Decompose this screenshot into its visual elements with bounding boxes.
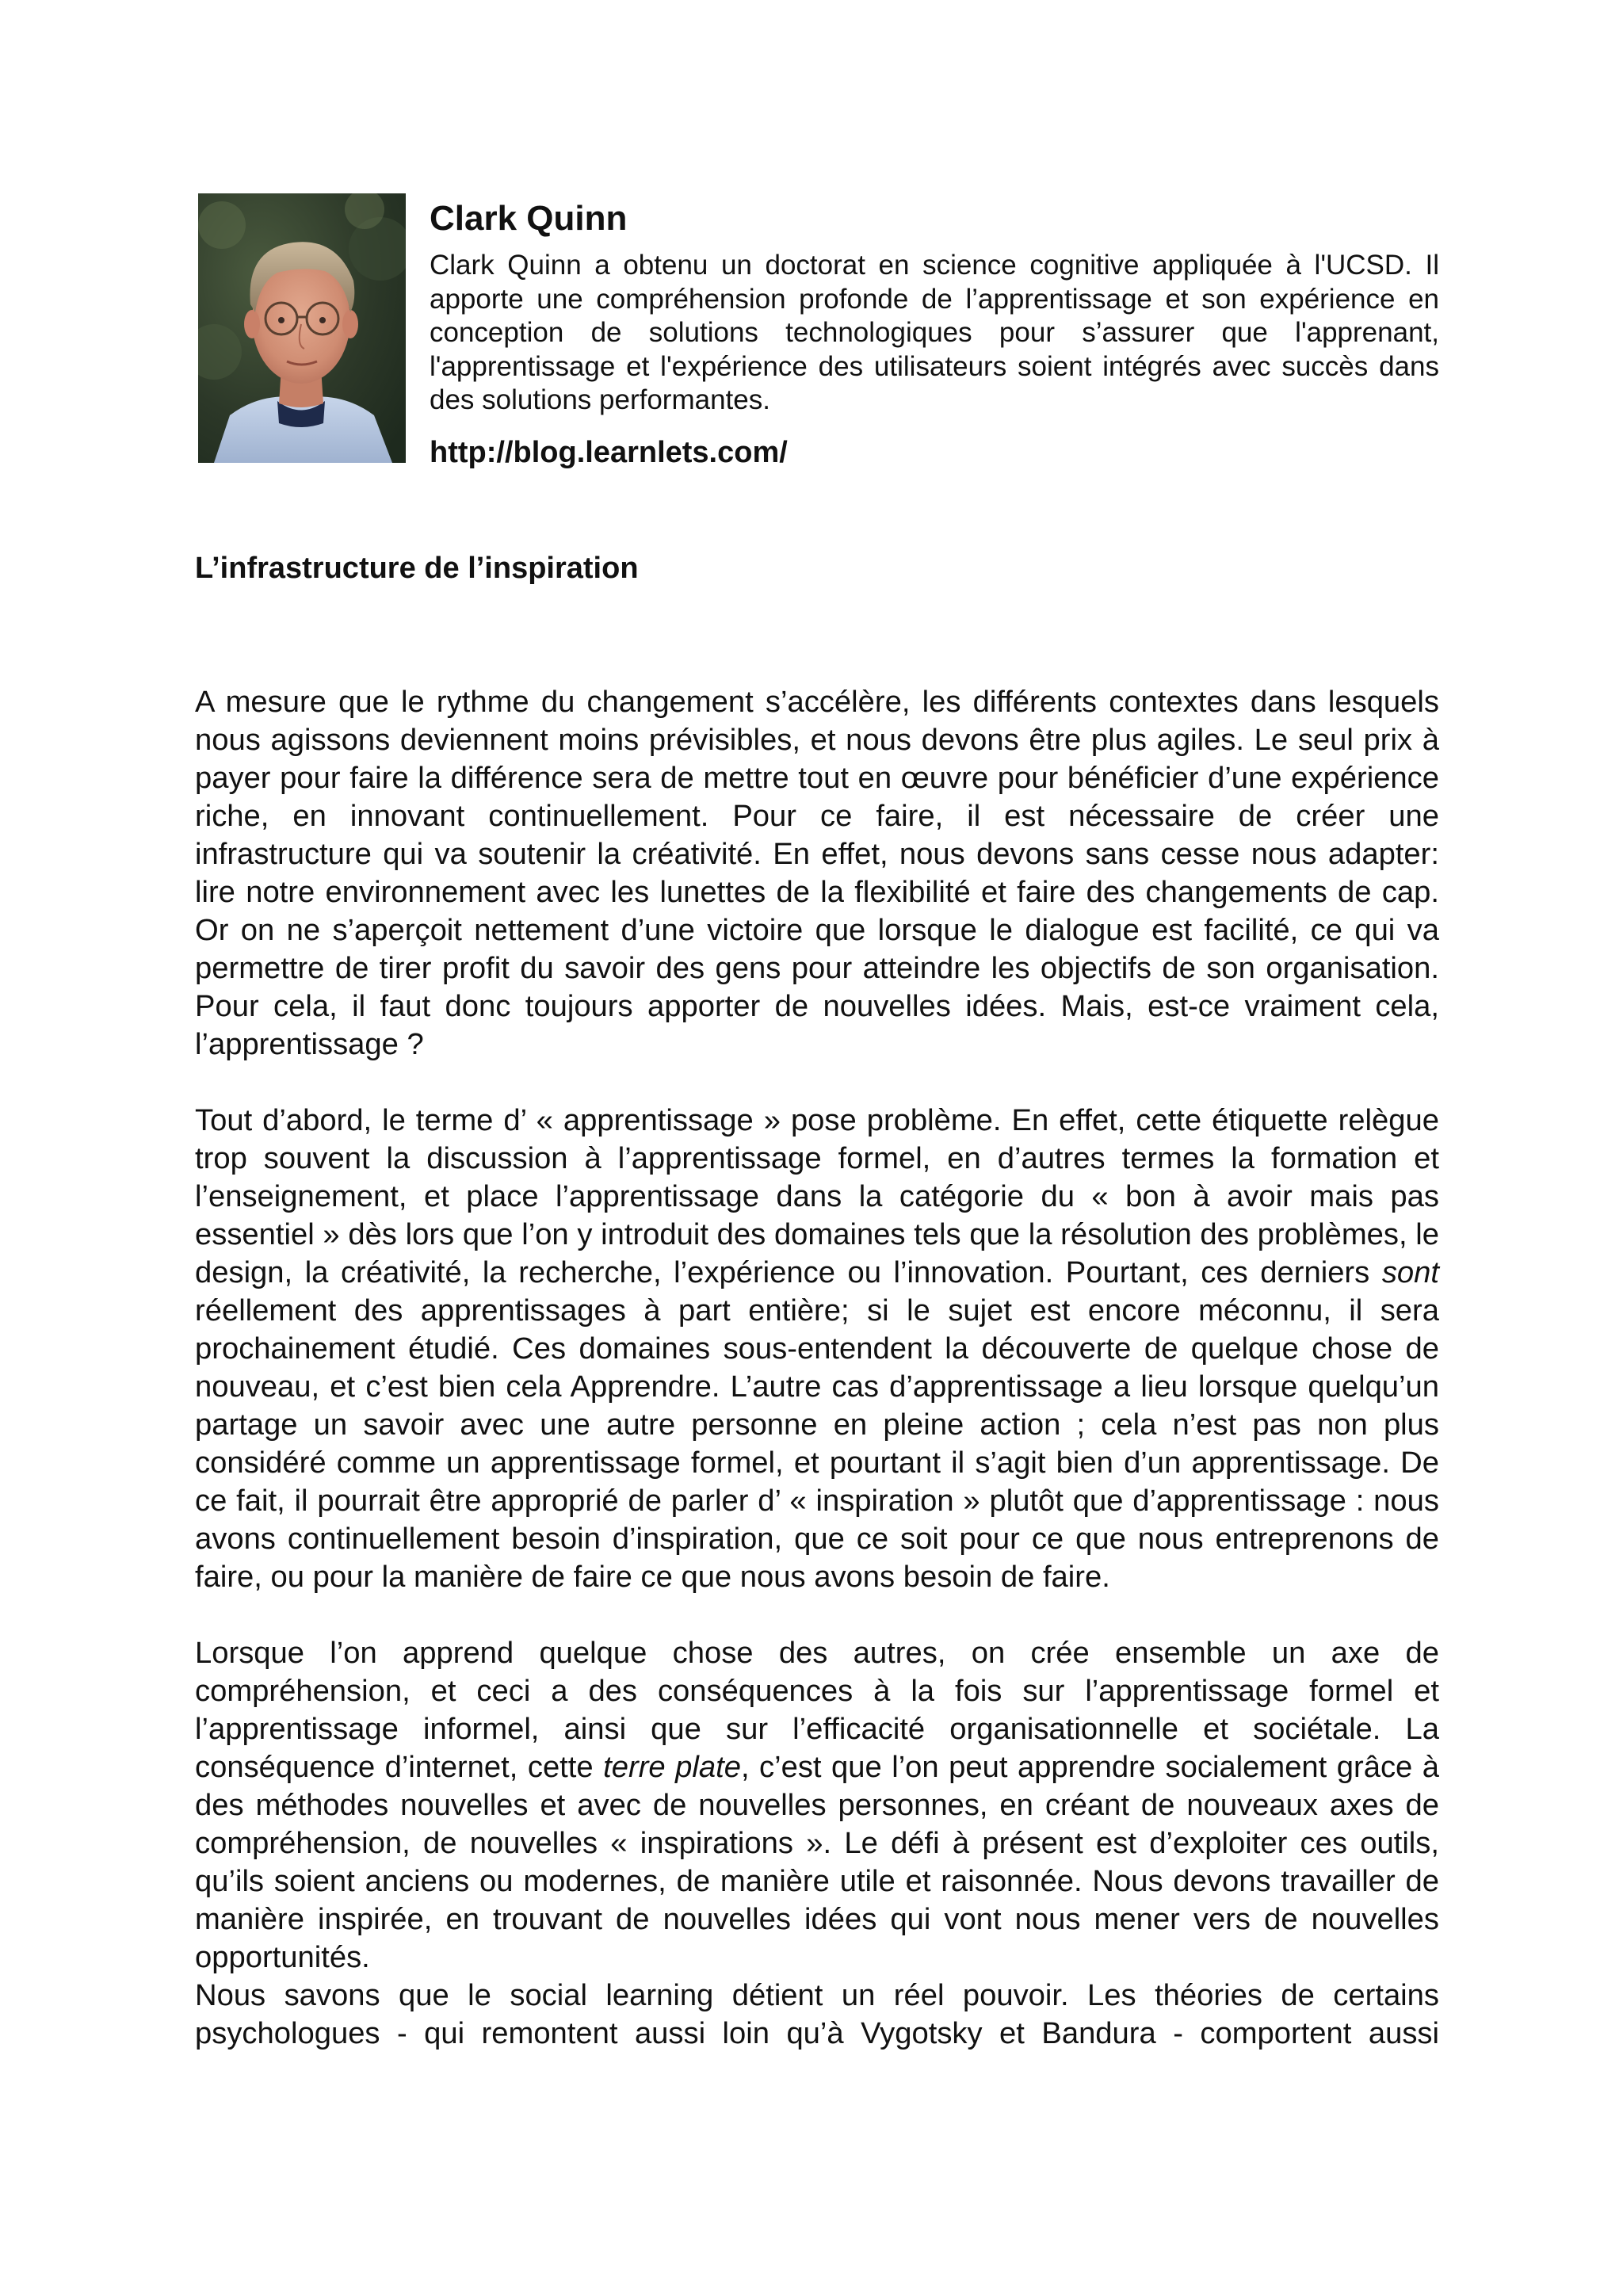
portrait-illustration	[198, 193, 406, 463]
paragraph-2	[195, 1102, 1439, 1596]
paragraph-3-part-b: , c’est que l’on peut apprendre socialement grâce à des méthodes nouvelles et avec de nouvelles personnes, en créant de nouveaux axes de compréhension, de nouvelles « inspirations ». Le défi à présent est d’exploiter ces outils, qu’ils soient anciens ou modernes, de manière utile et raisonnée. Nous devons travailler de manière inspirée, en trouvant de nouvelles idées qui vont nous mener vers de nouvelles opportunités.	[195, 1750, 1440, 1974]
author-name: Clark Quinn	[430, 199, 628, 238]
paragraph-2-part-a: Tout d’abord, le terme d’ « apprentissage » pose problème. En effet, cette étiquette relègue trop souvent la discussion à l’apprentissage formel, en d’autres termes la formation et l’enseignement, et place l’apprentissage dans la catégorie du « bon à avoir mais pas essentiel » dès lors que l’on y introduit des domaines tels que la résolution des problèmes, le design, la créativité, la recherche, l’expérience ou l’innovation. Pourtant, ces derniers	[195, 1103, 1439, 1289]
paragraph-4: Nous savons que le social learning détient un réel pouvoir. Les théories de certains psychologues - qui remontent aussi loin qu’à Vygotsky et Bandura - comportent aussi	[195, 1978, 1439, 2050]
author-bio	[430, 193, 1439, 470]
paragraph-2-emphasis: sont	[1381, 1255, 1439, 1289]
paragraph-3-emphasis: terre plate	[603, 1750, 741, 1784]
author-bio-text: Clark Quinn a obtenu un doctorat en science cognitive appliquée à l'UCSD. Il apporte une compréhension profonde de l’apprentissage et son expérience en conception de solutions technologiques pour s’assurer que l'apprenant, l'apprentissage et l'expérience des utilisateurs soient intégrés avec succès dans des solutions performantes.	[430, 250, 1439, 415]
paragraph-2-part-b: réellement des apprentissages à part entière; si le sujet est encore méconnu, il sera prochainement étudié. Ces domaines sous-entendent la découverte de quelque chose de nouveau, et c’est bien cela Apprendre. L’autre cas d’apprentissage a lieu lorsque quelqu’un partage un savoir avec une autre personne en pleine action ; cela n’est pas non plus considéré comme un apprentissage formel, et pourtant il s’agit bien d’un apprentissage. De ce fait, il pourrait être approprié de parler d’ « inspiration » plutôt que d’apprentissage : nous avons continuellement besoin d’inspiration, que ce soit pour ce que nous entreprenons de faire, ou pour la manière de faire ce que nous avons besoin de faire.	[195, 1293, 1439, 1594]
paragraph-3	[195, 1634, 1439, 1977]
paragraph-3-part-a: Lorsque l’on apprend quelque chose des autres, on crée ensemble un axe de compréhension, et ceci a des conséquences à la fois sur l’apprentissage formel et l’apprentissage informel, ainsi que sur l’efficacité organisationnelle et sociétale. La conséquence d’internet, cette	[195, 1636, 1439, 1784]
author-blog-link[interactable]: http://blog.learnlets.com/	[430, 435, 788, 469]
paragraph-1: A mesure que le rythme du changement s’accélère, les différents contextes dans lesquels nous agissons deviennent moins prévisibles, et nous devons être plus agiles. Le seul prix à payer pour faire la différence sera de mettre tout en œuvre pour bénéficier d’une expérience riche, en innovant continuellement. Pour ce faire, il est nécessaire de créer une infrastructure qui va soutenir la créativité. En effet, nous devons sans cesse nous adapter: lire notre environnement avec les lunettes de la flexibilité et faire des changements de cap. Or on ne s’aperçoit nettement d’une victoire que lorsque le dialogue est facilité, ce qui va permettre de tirer profit du savoir des gens pour atteindre les objectifs de son organisation. Pour cela, il faut donc toujours apporter de nouvelles idées. Mais, est-ce vraiment cela, l’apprentissage ?	[195, 685, 1439, 1061]
article-title: L’infrastructure de l’inspiration	[195, 552, 639, 585]
author-block	[198, 193, 1439, 469]
author-portrait	[198, 193, 406, 463]
article	[195, 548, 1439, 2053]
